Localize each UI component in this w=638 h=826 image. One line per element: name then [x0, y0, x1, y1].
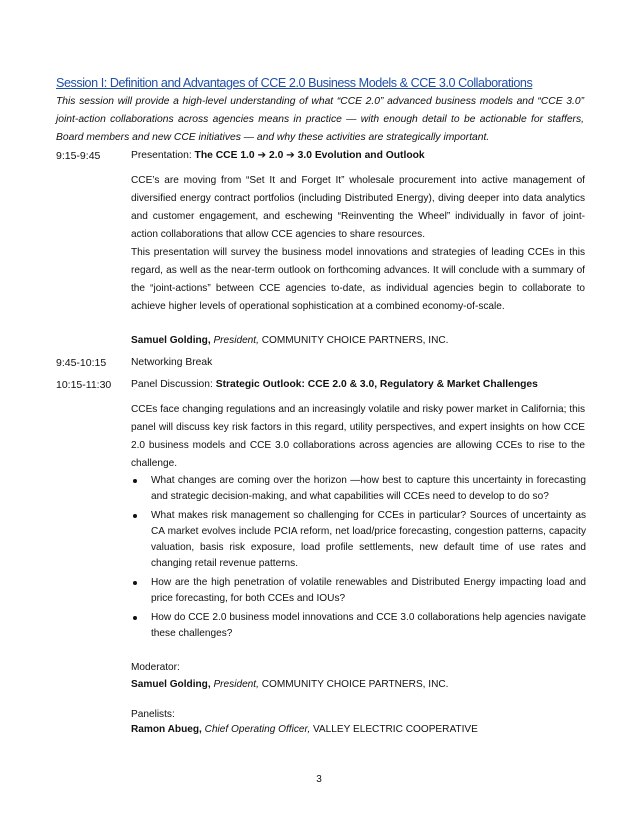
agenda-heading-3	[131, 377, 586, 393]
agenda-title-2: Networking Break	[131, 357, 213, 368]
bullet-text: How are the high penetration of volatile renewables and Distributed Energy impacting load and price forecasting, for both CCEs and IOUs?	[151, 577, 586, 604]
agenda-time-1: 9:15-9:45	[56, 150, 101, 162]
agenda-title-1: The CCE 1.0 ➔ 2.0 ➔ 3.0 Evolution and Outlook	[194, 150, 425, 161]
speaker-org: COMMUNITY CHOICE PARTNERS, INC.	[261, 335, 449, 346]
moderator-label: Moderator:	[131, 662, 180, 673]
agenda-heading-1	[131, 148, 586, 164]
session-intro: This session will provide a high-level understanding of what “CCE 2.0” advanced business models and “CCE 3.0” joint-action collaborations across agencies means in practice — with enough detail to be actionable for staffers, Board members and new CCE initiatives — and why these activities are strategically important.	[56, 96, 584, 143]
list-item	[131, 610, 586, 642]
agenda-type-1: Presentation:	[131, 150, 195, 161]
agenda-type-3: Panel Discussion:	[131, 379, 216, 390]
list-item	[131, 473, 586, 505]
session-title: Session I: Definition and Advantages of CCE 2.0 Business Models & CCE 3.0 Collaborations	[56, 76, 533, 90]
moderator-org: COMMUNITY CHOICE PARTNERS, INC.	[261, 679, 449, 690]
page-number: 3	[316, 774, 322, 785]
panelist-role: Chief Operating Officer,	[204, 724, 311, 735]
bullet-text: What changes are coming over the horizon —how best to capture this uncertainty in forecasting and strategic decision-making, and what capabilities will CCEs need to develop to do so?	[151, 475, 586, 502]
list-item	[131, 508, 586, 572]
bullet-dot-icon	[133, 581, 137, 585]
agenda-paragraph-3a: CCEs face changing regulations and an increasingly volatile and risky power market in California; this panel will discuss key risk factors in this regard, utility perspectives, and expert insights on how CCE 2.0 business models and CCE 3.0 collaborations across agencies are allowing CCEs to rise to the challenge.	[131, 404, 585, 469]
bullet-dot-icon	[133, 616, 137, 620]
list-item	[131, 575, 586, 607]
moderator-role: President,	[213, 679, 259, 690]
moderator-credit	[131, 677, 586, 693]
bullet-text: How do CCE 2.0 business model innovations and CCE 3.0 collaborations help agencies navigate these challenges?	[151, 612, 586, 639]
speaker-credit-1	[131, 333, 586, 349]
agenda-paragraph-1b: This presentation will survey the business model innovations and strategies of leading CCEs in this regard, as well as the near-term outlook on forthcoming advances. It will conclude with a summary of the “joint-actions” between CCE agencies to-date, as individual agencies begin to collaborate to achieve higher levels of operational sophistication at a combined economy-of-scale.	[131, 247, 585, 312]
bullet-dot-icon	[133, 514, 137, 518]
speaker-name: Samuel Golding,	[131, 335, 211, 346]
panelist-credit-1	[131, 722, 586, 738]
moderator-name: Samuel Golding,	[131, 679, 211, 690]
speaker-role: President,	[213, 335, 259, 346]
panelist-org: VALLEY ELECTRIC COOPERATIVE	[312, 724, 478, 735]
panelist-name: Ramon Abueg,	[131, 724, 202, 735]
panelists-label: Panelists:	[131, 709, 175, 720]
agenda-paragraph-1a: CCE’s are moving from “Set It and Forget It” wholesale procurement into active management of diversified energy contract portfolios (including Distributed Energy), diving deeper into data analytics and customer engagement, and eschewing “Reinventing the Wheel” individually in favor of joint-action collaborations that allow CCE agencies to share resources.	[131, 175, 585, 240]
agenda-time-3: 10:15-11:30	[56, 379, 112, 391]
discussion-bullet-list	[131, 473, 586, 645]
agenda-title-3: Strategic Outlook: CCE 2.0 & 3.0, Regulatory & Market Challenges	[215, 379, 538, 390]
bullet-dot-icon	[133, 479, 137, 483]
agenda-time-2: 9:45-10:15	[56, 357, 107, 369]
bullet-text: What makes risk management so challenging for CCEs in particular? Sources of uncertainty as CA market evolves include PCIA reform, net load/price forecasting, congestion patterns, capacity valuation, basis risk exposure, load profile settlements, new default time of use rates and changing retail revenue patterns.	[151, 510, 586, 569]
